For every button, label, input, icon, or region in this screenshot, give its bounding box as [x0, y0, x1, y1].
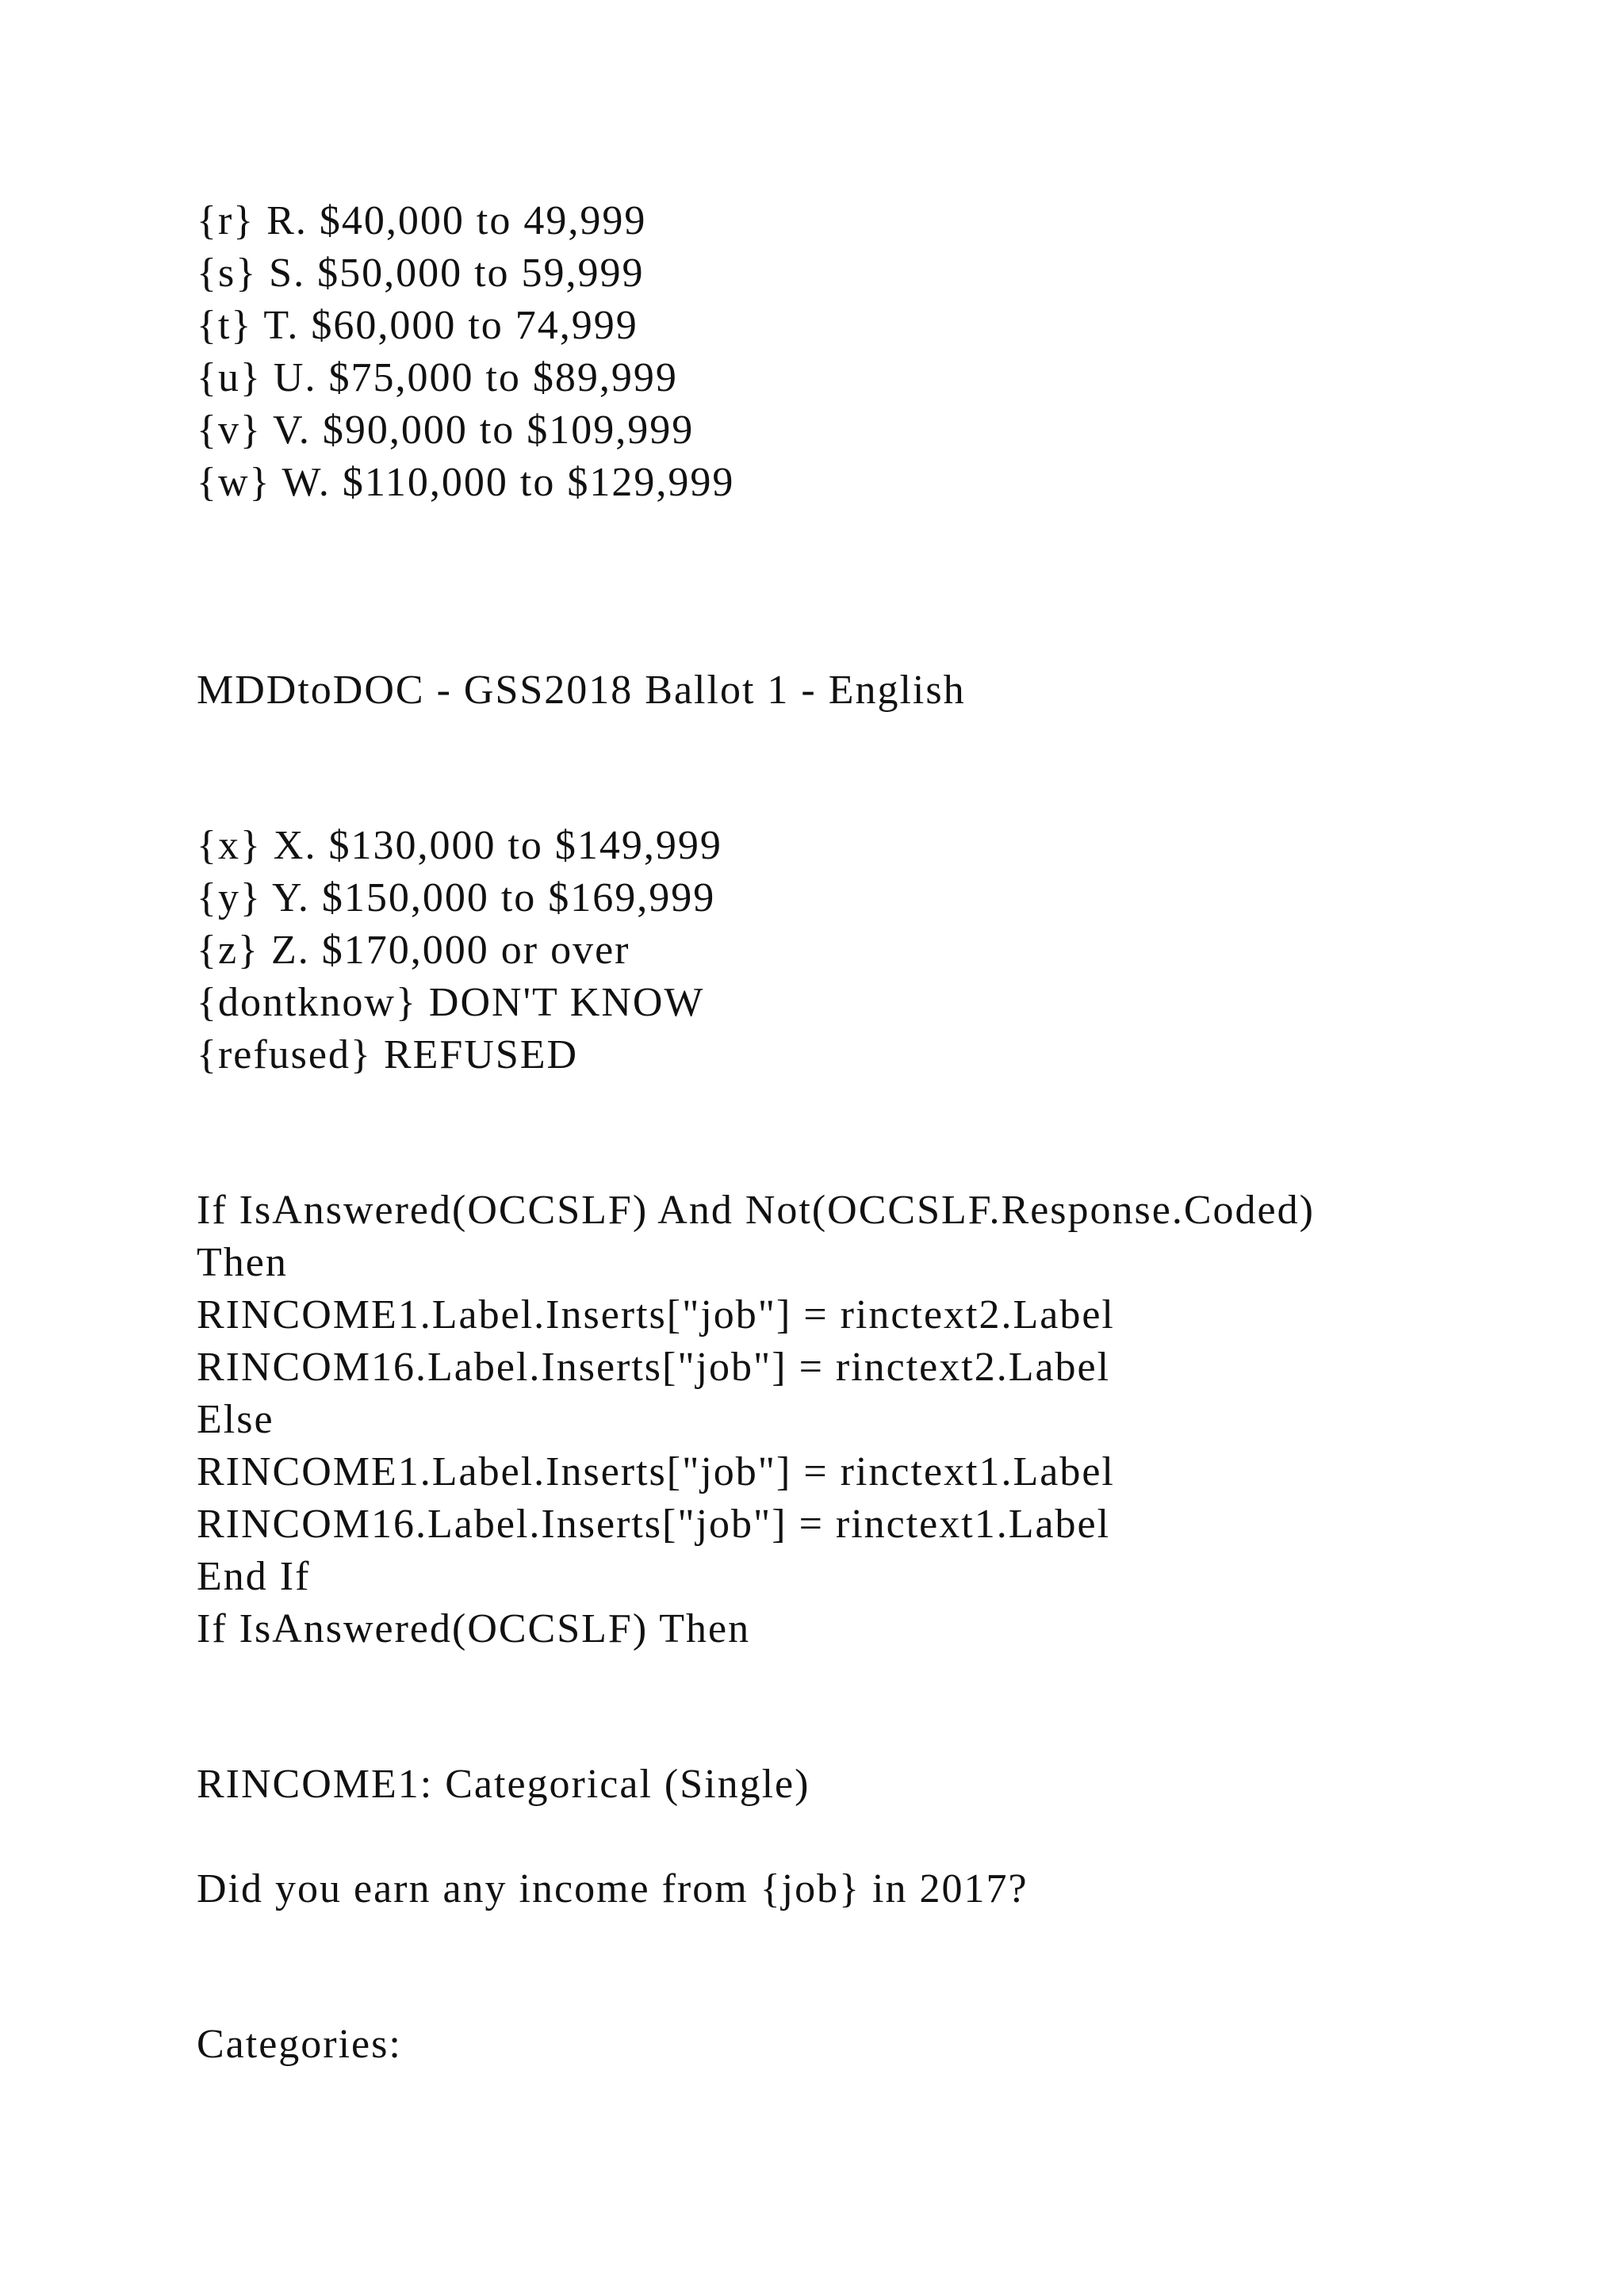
script-line: Else — [197, 1397, 274, 1442]
income-option-t: {t} T. $60,000 to 74,999 — [197, 303, 638, 348]
categories-label: Categories: — [197, 2022, 402, 2067]
income-option-z: {z} Z. $170,000 or over — [197, 928, 630, 973]
script-line: RINCOME1.Label.Inserts["job"] = rinctext2.Label — [197, 1292, 1115, 1337]
income-option-r: {r} R. $40,000 to 49,999 — [197, 198, 647, 243]
script-line: RINCOM16.Label.Inserts["job"] = rinctext1.Label — [197, 1502, 1111, 1547]
question-heading: RINCOME1: Categorical (Single) — [197, 1762, 810, 1807]
income-option-y: {y} Y. $150,000 to $169,999 — [197, 875, 716, 920]
question-text: Did you earn any income from {job} in 2017? — [197, 1866, 1028, 1911]
income-option-x: {x} X. $130,000 to $149,999 — [197, 823, 722, 868]
script-line: End If — [197, 1554, 311, 1599]
script-line: RINCOM16.Label.Inserts["job"] = rinctext2.Label — [197, 1345, 1111, 1390]
income-option-dontknow: {dontknow} DON'T KNOW — [197, 980, 705, 1025]
income-option-v: {v} V. $90,000 to $109,999 — [197, 408, 695, 453]
page-header: MDDtoDOC - GSS2018 Ballot 1 - English — [197, 668, 966, 713]
script-line: Then — [197, 1240, 288, 1285]
script-line: If IsAnswered(OCCSLF) And Not(OCCSLF.Response.Coded) — [197, 1188, 1315, 1233]
income-option-s: {s} S. $50,000 to 59,999 — [197, 251, 645, 296]
income-option-u: {u} U. $75,000 to $89,999 — [197, 355, 678, 400]
income-option-w: {w} W. $110,000 to $129,999 — [197, 460, 735, 505]
script-line: RINCOME1.Label.Inserts["job"] = rinctext1.Label — [197, 1449, 1115, 1494]
income-option-refused: {refused} REFUSED — [197, 1032, 579, 1077]
script-line: If IsAnswered(OCCSLF) Then — [197, 1606, 751, 1651]
